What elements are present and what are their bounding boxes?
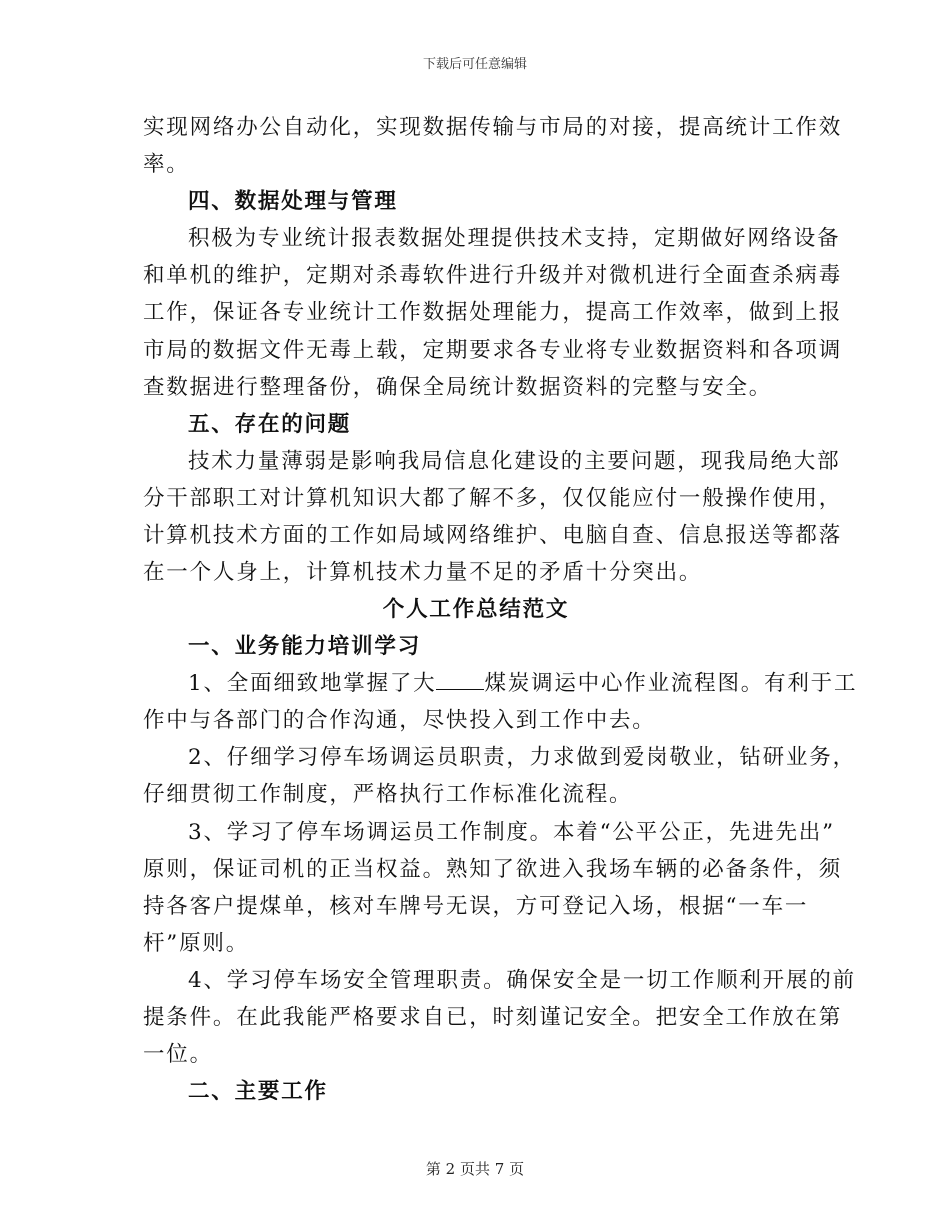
paragraph-line: 一位。	[143, 1042, 213, 1067]
paragraph-line: 和单机的维护，定期对杀毒软件进行升级并对微机进行全面查杀病毒	[143, 263, 843, 288]
fill-in-blank	[436, 669, 484, 690]
paragraph-line: 实现网络办公自动化，实现数据传输与市局的对接，提高统计工作效	[143, 115, 843, 140]
paragraph-line: 率。	[143, 152, 190, 177]
paragraph-line	[188, 669, 858, 699]
paragraph-line: 提条件。在此我能严格要求自已，时刻谨记安全。把安全工作放在第	[143, 1005, 843, 1030]
paragraph-line: 持各客户提煤单，核对车牌号无误，方可登记入场，根据“一车一	[143, 894, 809, 919]
paragraph-line: 3、学习了停车场调运员工作制度。本着“公平公正，先进先出”	[188, 820, 835, 845]
section-heading-2: 二、主要工作	[188, 1079, 328, 1104]
paragraph-line: 计算机技术方面的工作如局域网络维护、电脑自查、信息报送等都落	[143, 523, 843, 548]
text-segment: 煤炭调运中心作业流程图。有利于工	[484, 671, 858, 696]
paragraph-line: 2、仔细学习停车场调运员职责，力求做到爱岗敬业，钻研业务，	[188, 745, 856, 770]
page-footer: 第 2 页共 7 页	[425, 1160, 525, 1178]
paragraph-line: 杆”原则。	[143, 931, 249, 956]
paragraph-line: 仔细贯彻工作制度，严格执行工作标准化流程。	[143, 782, 633, 807]
section-heading-4: 四、数据处理与管理	[188, 189, 398, 214]
paragraph-line: 技术力量薄弱是影响我局信息化建设的主要问题，现我局绝大部	[188, 449, 841, 474]
document-title: 个人工作总结范文	[382, 597, 570, 622]
section-heading-5: 五、存在的问题	[188, 412, 352, 437]
paragraph-line: 查数据进行整理备份，确保全局统计数据资料的完整与安全。	[143, 375, 773, 400]
paragraph-line: 积极为专业统计报表数据处理提供技术支持，定期做好网络设备	[188, 226, 841, 251]
paragraph-line: 工作，保证各专业统计工作数据处理能力，提高工作效率，做到上报	[143, 300, 843, 325]
paragraph-line: 作中与各部门的合作沟通，尽快投入到工作中去。	[143, 708, 656, 733]
text-segment: 1、全面细致地掌握了大	[188, 671, 437, 696]
paragraph-line: 4、学习停车场安全管理职责。确保安全是一切工作顺利开展的前	[188, 968, 856, 993]
paragraph-line: 分干部职工对计算机知识大都了解不多，仅仅能应付一般操作使用，	[143, 486, 843, 511]
page-header: 下载后可任意编辑	[422, 57, 527, 72]
paragraph-line: 在一个人身上，计算机技术力量不足的矛盾十分突出。	[143, 560, 703, 585]
section-heading-1: 一、业务能力培训学习	[188, 634, 422, 659]
paragraph-line: 原则，保证司机的正当权益。熟知了欲进入我场车辆的必备条件，须	[143, 857, 843, 882]
paragraph-line: 市局的数据文件无毒上载，定期要求各专业将专业数据资料和各项调	[143, 338, 843, 363]
